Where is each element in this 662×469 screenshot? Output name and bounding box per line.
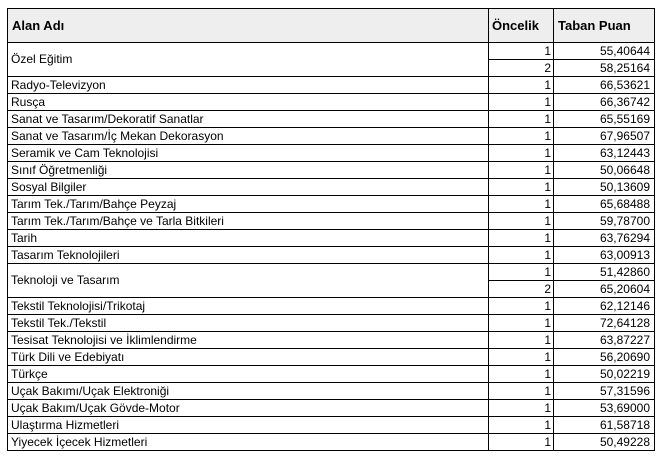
field-name-cell: Yiyecek İçecek Hizmetleri <box>8 434 489 451</box>
table-row <box>8 145 655 162</box>
header-priority: Öncelik <box>489 9 554 43</box>
priority-cell: 1 <box>489 111 554 128</box>
base-score-cell: 63,00913 <box>554 247 655 264</box>
table-row <box>8 417 655 434</box>
priority-cell: 1 <box>489 196 554 213</box>
priority-cell: 1 <box>489 247 554 264</box>
priority-cell: 1 <box>489 400 554 417</box>
base-score-cell: 53,69000 <box>554 400 655 417</box>
base-score-cell: 63,76294 <box>554 230 655 247</box>
field-name-cell: Tesisat Teknolojisi ve İklimlendirme <box>8 332 489 349</box>
base-score-cell: 50,49228 <box>554 434 655 451</box>
table-row <box>8 179 655 196</box>
field-name-cell: Türk Dili ve Edebiyatı <box>8 349 489 366</box>
priority-cell: 1 <box>489 315 554 332</box>
field-name-cell: Uçak Bakım/Uçak Gövde-Motor <box>8 400 489 417</box>
table-row <box>8 247 655 264</box>
table-row <box>8 298 655 315</box>
field-name-cell: Tarım Tek./Tarım/Bahçe Peyzaj <box>8 196 489 213</box>
priority-cell: 1 <box>489 43 554 60</box>
field-name-cell: Tarım Tek./Tarım/Bahçe ve Tarla Bitkileri <box>8 213 489 230</box>
field-name-cell: Tekstil Tek./Tekstil <box>8 315 489 332</box>
table-row <box>8 196 655 213</box>
priority-cell: 1 <box>489 298 554 315</box>
priority-cell: 1 <box>489 213 554 230</box>
base-score-cell: 50,13609 <box>554 179 655 196</box>
priority-cell: 1 <box>489 417 554 434</box>
priority-cell: 1 <box>489 264 554 281</box>
base-score-cell: 62,12146 <box>554 298 655 315</box>
field-name-cell: Ulaştırma Hizmetleri <box>8 417 489 434</box>
table-row <box>8 332 655 349</box>
score-table <box>7 8 655 451</box>
header-field-name: Alan Adı <box>8 9 489 43</box>
field-name-cell: Sınıf Öğretmenliği <box>8 162 489 179</box>
field-name-cell: Sanat ve Tasarım/İç Mekan Dekorasyon <box>8 128 489 145</box>
base-score-cell: 65,20604 <box>554 281 655 298</box>
priority-cell: 1 <box>489 230 554 247</box>
base-score-cell: 59,78700 <box>554 213 655 230</box>
table-row <box>8 94 655 111</box>
priority-cell: 1 <box>489 145 554 162</box>
priority-cell: 1 <box>489 179 554 196</box>
priority-cell: 2 <box>489 60 554 77</box>
field-name-cell: Seramik ve Cam Teknolojisi <box>8 145 489 162</box>
field-name-cell: Uçak Bakımı/Uçak Elektroniği <box>8 383 489 400</box>
table-row <box>8 77 655 94</box>
base-score-cell: 61,58718 <box>554 417 655 434</box>
base-score-cell: 50,02219 <box>554 366 655 383</box>
priority-cell: 1 <box>489 383 554 400</box>
priority-cell: 1 <box>489 128 554 145</box>
table-row <box>8 349 655 366</box>
table-row <box>8 383 655 400</box>
field-name-cell: Rusça <box>8 94 489 111</box>
priority-cell: 1 <box>489 94 554 111</box>
field-name-cell: Tasarım Teknolojileri <box>8 247 489 264</box>
table-row <box>8 434 655 451</box>
field-name-cell: Radyo-Televizyon <box>8 77 489 94</box>
table-row <box>8 111 655 128</box>
base-score-cell: 55,40644 <box>554 43 655 60</box>
table-row <box>8 315 655 332</box>
table-row <box>8 162 655 179</box>
field-name-cell: Teknoloji ve Tasarım <box>8 264 489 298</box>
priority-cell: 1 <box>489 434 554 451</box>
table-header-row <box>8 9 655 43</box>
field-name-cell: Sanat ve Tasarım/Dekoratif Sanatlar <box>8 111 489 128</box>
header-base-score: Taban Puan <box>554 9 655 43</box>
base-score-cell: 66,36742 <box>554 94 655 111</box>
base-score-cell: 51,42860 <box>554 264 655 281</box>
base-score-cell: 50,06648 <box>554 162 655 179</box>
table-body <box>8 43 655 451</box>
field-name-cell: Türkçe <box>8 366 489 383</box>
base-score-cell: 63,12443 <box>554 145 655 162</box>
base-score-cell: 65,68488 <box>554 196 655 213</box>
base-score-cell: 65,55169 <box>554 111 655 128</box>
base-score-cell: 57,31596 <box>554 383 655 400</box>
base-score-cell: 66,53621 <box>554 77 655 94</box>
priority-cell: 2 <box>489 281 554 298</box>
table-row <box>8 264 655 281</box>
base-score-cell: 56,20690 <box>554 349 655 366</box>
priority-cell: 1 <box>489 366 554 383</box>
base-score-cell: 67,96507 <box>554 128 655 145</box>
field-name-cell: Sosyal Bilgiler <box>8 179 489 196</box>
table-row <box>8 366 655 383</box>
field-name-cell: Özel Eğitim <box>8 43 489 77</box>
base-score-cell: 63,87227 <box>554 332 655 349</box>
priority-cell: 1 <box>489 162 554 179</box>
field-name-cell: Tekstil Teknolojisi/Trikotaj <box>8 298 489 315</box>
base-score-cell: 58,25164 <box>554 60 655 77</box>
table-row <box>8 128 655 145</box>
table-row <box>8 43 655 60</box>
table-row <box>8 230 655 247</box>
base-score-cell: 72,64128 <box>554 315 655 332</box>
table-row <box>8 213 655 230</box>
table-row <box>8 400 655 417</box>
priority-cell: 1 <box>489 77 554 94</box>
priority-cell: 1 <box>489 332 554 349</box>
field-name-cell: Tarih <box>8 230 489 247</box>
priority-cell: 1 <box>489 349 554 366</box>
